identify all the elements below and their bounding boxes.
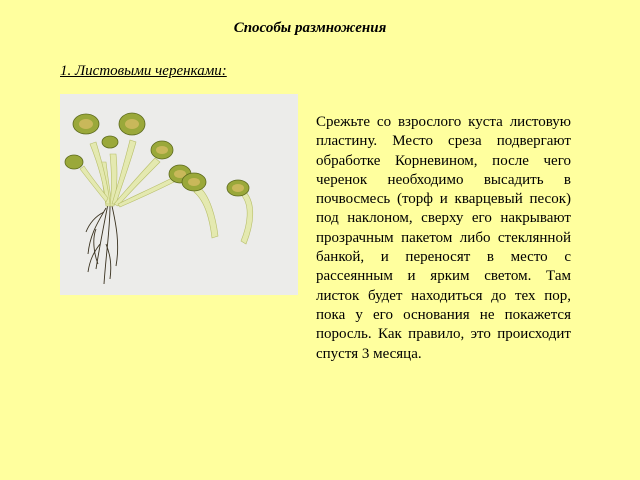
slide-title: Способы размножения: [233, 20, 387, 36]
plant-cuttings-photo: [60, 94, 298, 295]
instruction-paragraph: Срежьте со взрослого куста листовую пластину. Место среза подвергают обработке Корневином, после чего черенок необходимо высадить в почвосмесь (торф и кварцевый песок) под наклоном, сверху его накрывают прозрачным пакетом либо стеклянной банкой, и переносят в место с рассеянным и ярким светом. Там листок будет находиться до тех пор, пока у его основания не покажется поросль. Как правило, это происходит спустя 3 месяца.: [316, 114, 571, 362]
venus-flytrap-illustration: [60, 94, 298, 295]
section-heading: 1. Листовыми черенками:: [60, 63, 227, 79]
roots: [86, 204, 118, 284]
